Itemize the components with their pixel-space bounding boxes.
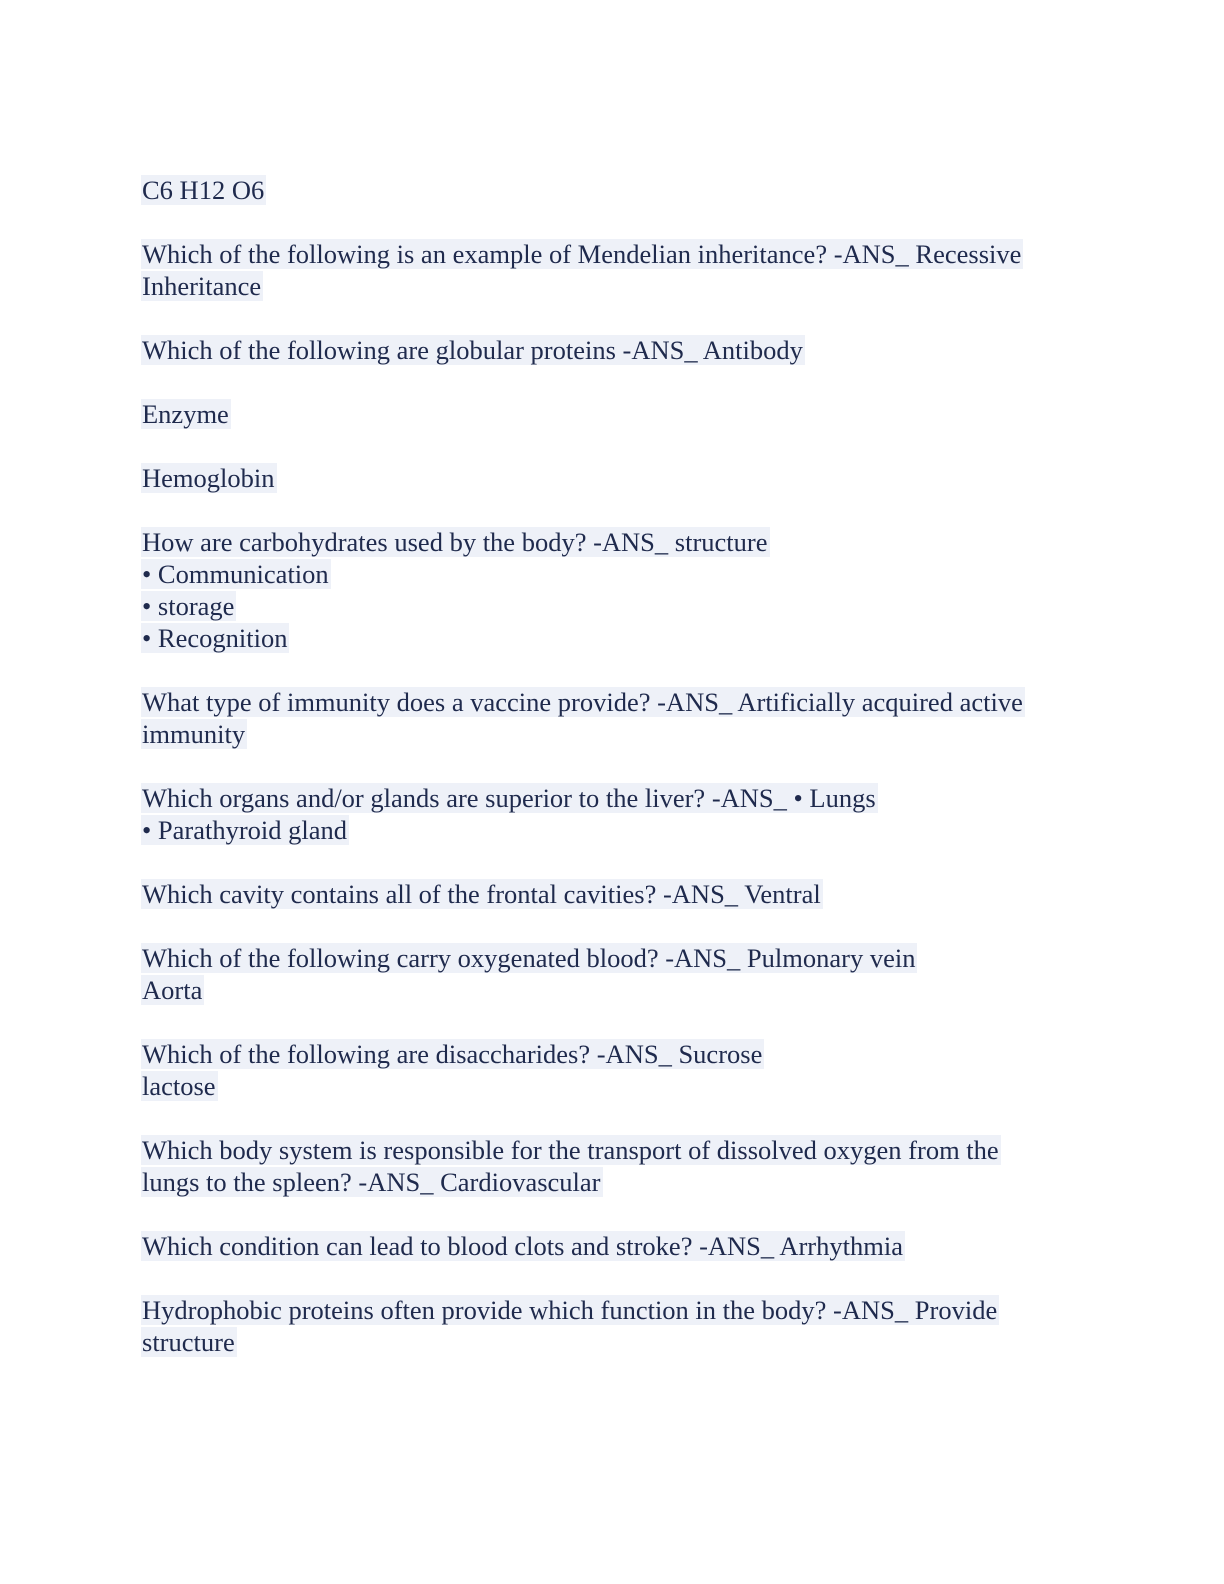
paragraph-line: Enzyme [142,399,229,429]
bullet-line: • Parathyroid gland [142,815,348,845]
qa-item [142,878,1082,910]
bullet-line: • storage [142,591,235,621]
paragraph-line: Which of the following are disaccharides? -ANS_ Sucrose [142,1039,763,1069]
paragraph-line: Which of the following is an example of Mendelian inheritance? -ANS_ Recessive [142,239,1022,269]
document-body [142,174,1082,1390]
paragraph-line: lactose [142,1071,216,1101]
paragraph-line: What type of immunity does a vaccine provide? -ANS_ Artificially acquired active [142,687,1023,717]
qa-item [142,782,1082,846]
paragraph-line: Which of the following are globular proteins -ANS_ Antibody [142,335,803,365]
paragraph [142,174,1082,206]
qa-item [142,334,1082,366]
paragraph-line: Inheritance [142,271,262,301]
paragraph [142,462,1082,494]
paragraph-line: immunity [142,719,246,749]
qa-item [142,1134,1082,1198]
paragraph-line: lungs to the spleen? -ANS_ Cardiovascular [142,1167,601,1197]
bullet-line: • Recognition [142,623,288,653]
bullet-line: • Communication [142,559,329,589]
paragraph-line: structure [142,1327,235,1357]
paragraph-line: Which condition can lead to blood clots and stroke? -ANS_ Arrhythmia [142,1231,903,1261]
qa-item [142,1230,1082,1262]
paragraph-line: Hydrophobic proteins often provide which function in the body? -ANS_ Provide [142,1295,998,1325]
paragraph-line: How are carbohydrates used by the body? -ANS_ structure [142,527,768,557]
paragraph-line: Which of the following carry oxygenated blood? -ANS_ Pulmonary vein [142,943,916,973]
paragraph-line: Which cavity contains all of the frontal cavities? -ANS_ Ventral [142,879,821,909]
paragraph-line: C6 H12 O6 [142,175,265,205]
qa-item [142,526,1082,654]
paragraph-line: Which organs and/or glands are superior to the liver? -ANS_ • Lungs [142,783,876,813]
qa-item [142,1294,1082,1358]
paragraph [142,398,1082,430]
qa-item [142,942,1082,1006]
paragraph-line: Which body system is responsible for the transport of dissolved oxygen from the [142,1135,999,1165]
qa-item [142,1038,1082,1102]
paragraph-line: Aorta [142,975,203,1005]
paragraph-line: Hemoglobin [142,463,275,493]
qa-item [142,686,1082,750]
qa-item [142,238,1082,302]
